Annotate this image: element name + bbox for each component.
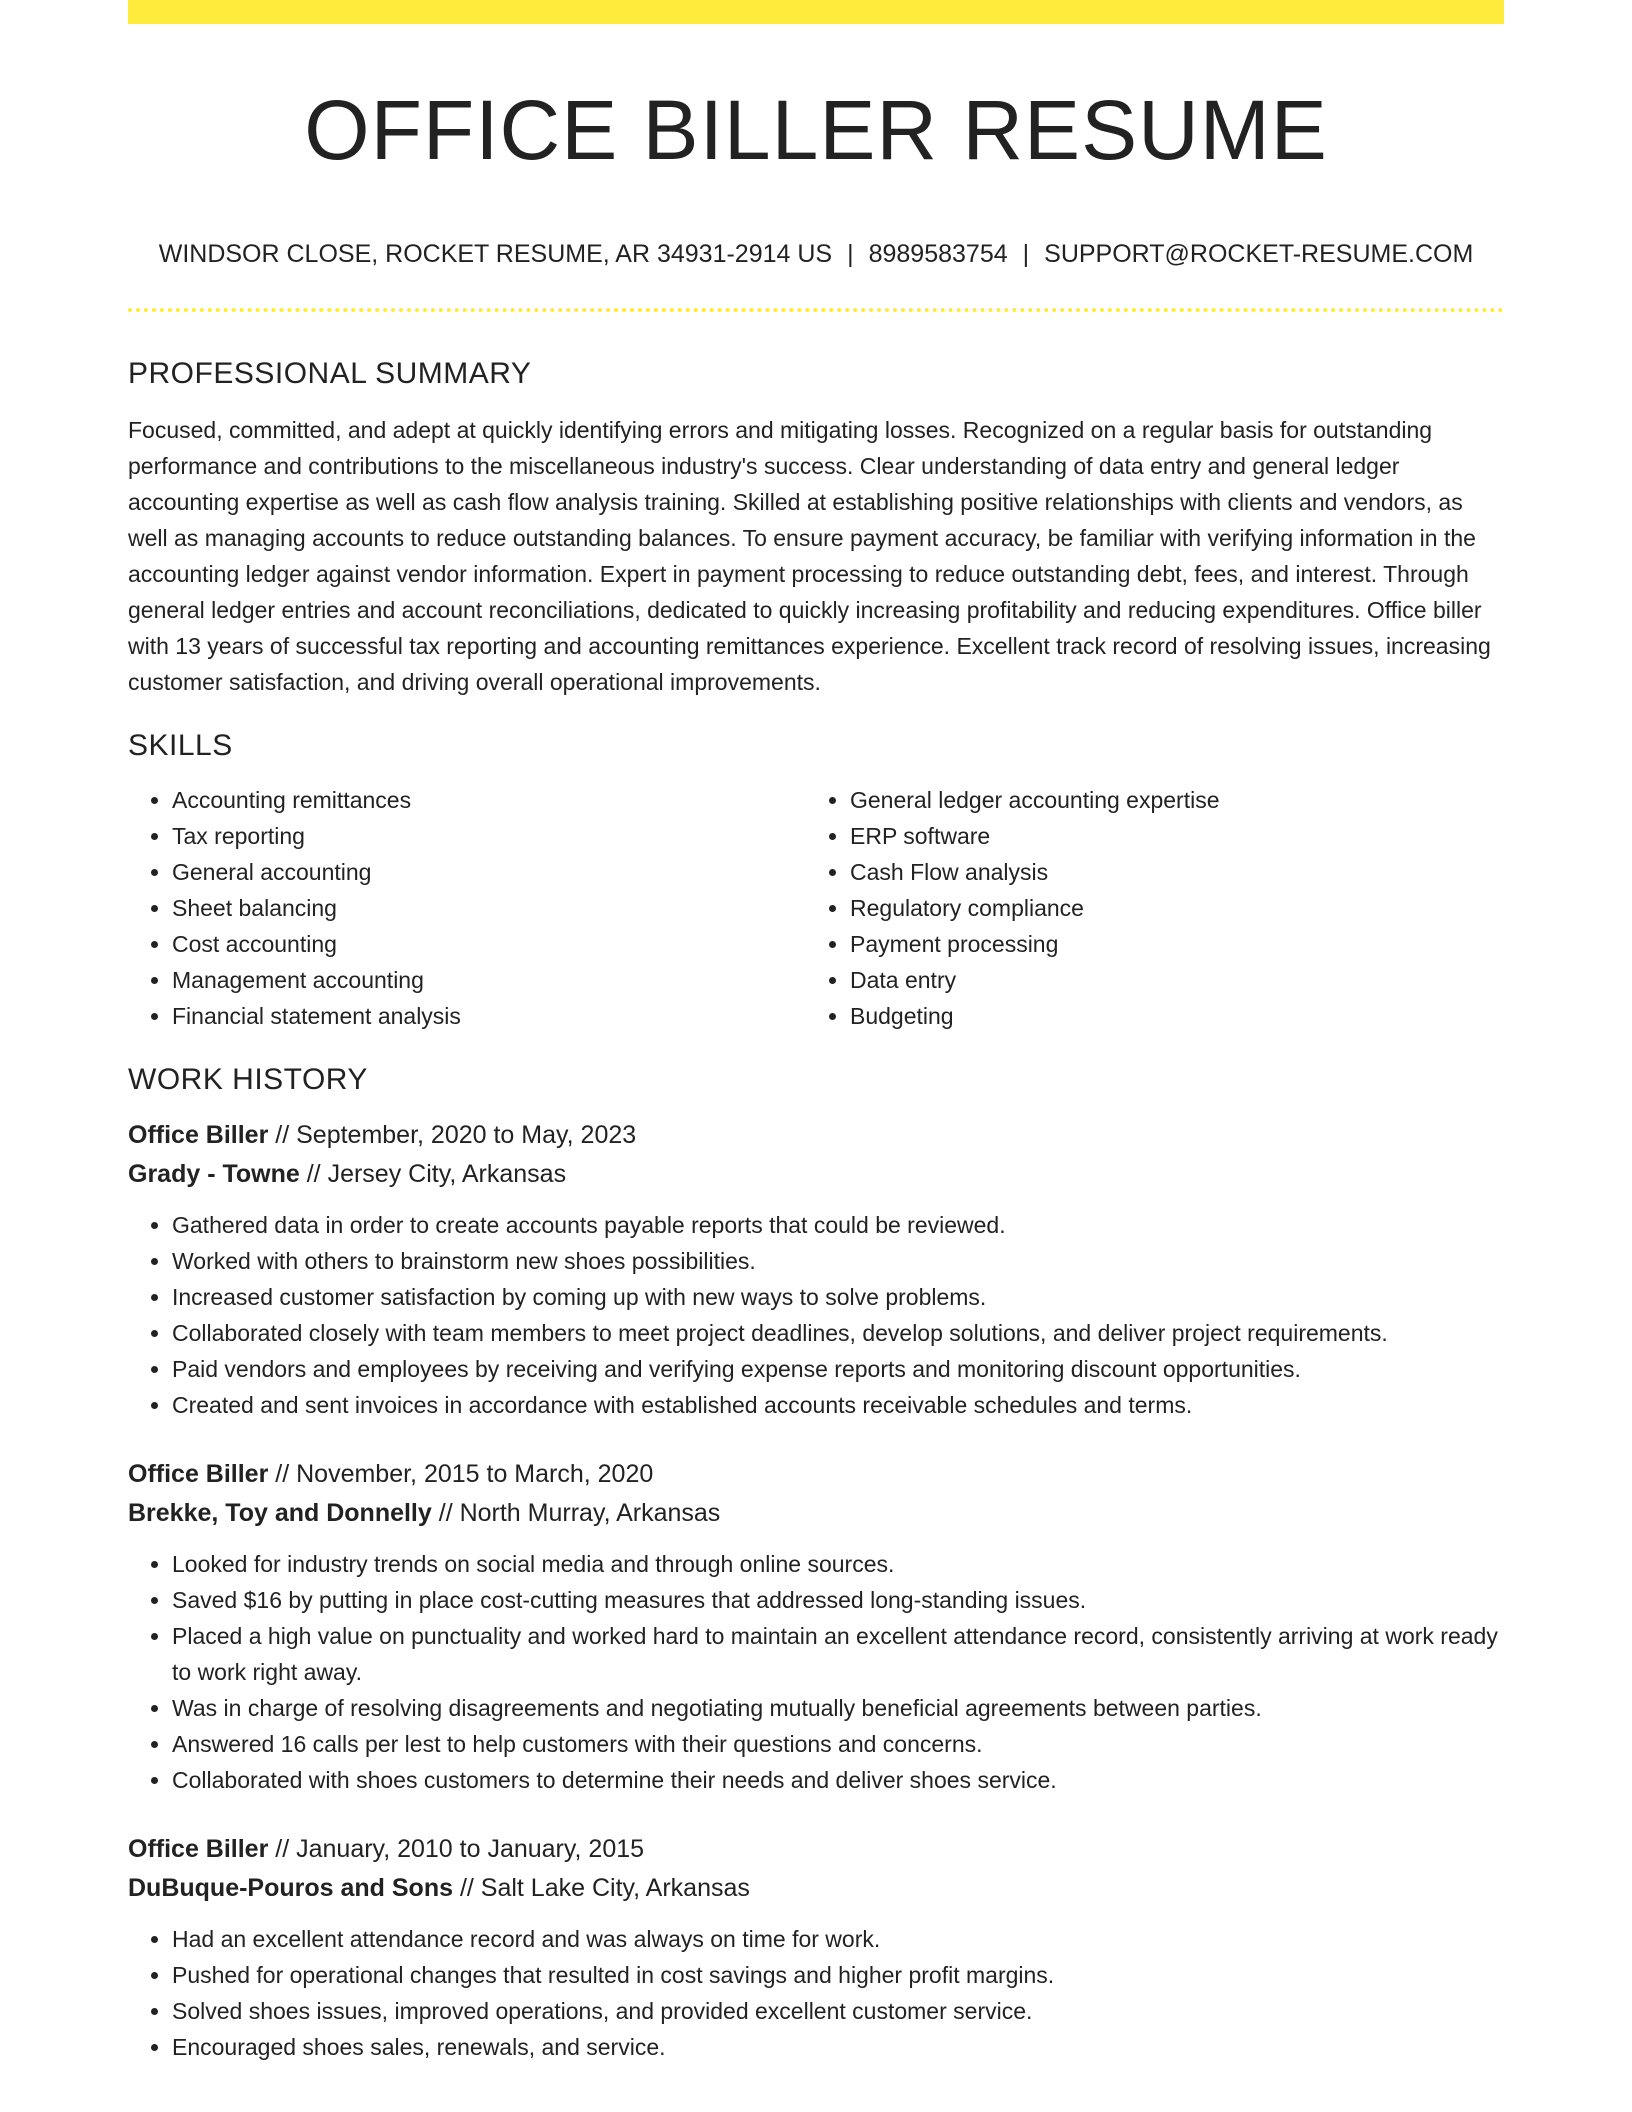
section-title-summary: PROFESSIONAL SUMMARY <box>128 357 532 390</box>
skill-item: • Sheet balancing <box>172 890 806 926</box>
job-company: Grady - Towne <box>128 1160 300 1188</box>
job-company-line <box>128 1869 1504 1908</box>
skill-item: • Cash Flow analysis <box>850 854 1484 890</box>
contact-separator: | <box>847 240 854 268</box>
job-company-line <box>128 1494 1504 1533</box>
contact-line <box>128 238 1504 270</box>
job-company: Brekke, Toy and Donnelly <box>128 1499 432 1527</box>
job-duty-item: • Answered 16 calls per lest to help customers with their questions and concerns. <box>172 1726 1504 1762</box>
skill-item: • Budgeting <box>850 998 1484 1034</box>
job-duty-item: • Had an excellent attendance record and was always on time for work. <box>172 1921 1504 1957</box>
skill-item: • Data entry <box>850 962 1484 998</box>
contact-email: SUPPORT@ROCKET-RESUME.COM <box>1044 240 1474 268</box>
job-location: // Salt Lake City, Arkansas <box>453 1874 750 1902</box>
skill-item: • Payment processing <box>850 926 1484 962</box>
skill-item: • Cost accounting <box>172 926 806 962</box>
job-dates: // November, 2015 to March, 2020 <box>268 1460 654 1488</box>
section-title-work-history: WORK HISTORY <box>128 1063 368 1096</box>
job-role: Office Biller <box>128 1460 269 1488</box>
job-company: DuBuque-Pouros and Sons <box>128 1874 453 1902</box>
job-duties <box>128 1207 1504 1423</box>
header-divider <box>128 308 1504 312</box>
job-entry <box>128 1116 1504 1423</box>
job-duties <box>128 1921 1504 2065</box>
contact-separator: | <box>1022 240 1030 268</box>
job-duty-item: • Gathered data in order to create accounts payable reports that could be reviewed. <box>172 1207 1504 1243</box>
resume-title: OFFICE BILLER RESUME <box>304 83 1328 177</box>
job-dates: // January, 2010 to January, 2015 <box>268 1835 645 1863</box>
job-duty-item: • Worked with others to brainstorm new shoes possibilities. <box>172 1243 1504 1279</box>
contact-phone: 8989583754 <box>868 240 1008 268</box>
job-duty-item: • Placed a high value on punctuality and worked hard to maintain an excellent attendance record, consistently arriving at work ready to work right away. <box>172 1618 1504 1690</box>
job-duties <box>128 1546 1504 1798</box>
job-duty-item: • Was in charge of resolving disagreements and negotiating mutually beneficial agreements between parties. <box>172 1690 1504 1726</box>
skill-item: • Accounting remittances <box>172 782 806 818</box>
job-title-line <box>128 1830 1504 1869</box>
skill-item: • Regulatory compliance <box>850 890 1484 926</box>
skills-column-right <box>806 782 1484 1034</box>
skill-item: • General accounting <box>172 854 806 890</box>
job-duty-item: • Collaborated with shoes customers to determine their needs and deliver shoes service. <box>172 1762 1504 1798</box>
job-location: // Jersey City, Arkansas <box>299 1160 567 1188</box>
job-role: Office Biller <box>128 1835 269 1863</box>
job-role: Office Biller <box>128 1121 269 1149</box>
job-company-line <box>128 1155 1504 1194</box>
resume-page <box>128 0 1504 2065</box>
skill-item: • Tax reporting <box>172 818 806 854</box>
skill-item: • General ledger accounting expertise <box>850 782 1484 818</box>
job-title-line <box>128 1455 1504 1494</box>
skill-item: • Management accounting <box>172 962 806 998</box>
job-duty-item: • Collaborated closely with team members to meet project deadlines, develop solutions, and deliver project requirements. <box>172 1315 1504 1351</box>
skills-column-left <box>128 782 806 1034</box>
skills-list <box>128 782 1504 1034</box>
job-duty-item: • Looked for industry trends on social media and through online sources. <box>172 1546 1504 1582</box>
job-dates: // September, 2020 to May, 2023 <box>268 1121 637 1149</box>
job-duty-item: • Encouraged shoes sales, renewals, and service. <box>172 2029 1504 2065</box>
accent-top-bar <box>128 0 1504 24</box>
job-duty-item: • Increased customer satisfaction by coming up with new ways to solve problems. <box>172 1279 1504 1315</box>
job-duty-item: • Paid vendors and employees by receiving and verifying expense reports and monitoring discount opportunities. <box>172 1351 1504 1387</box>
contact-address: WINDSOR CLOSE, ROCKET RESUME, AR 34931-2914 US <box>158 240 833 268</box>
job-location: // North Murray, Arkansas <box>431 1499 721 1527</box>
job-title-line <box>128 1116 1504 1155</box>
summary-text: Focused, committed, and adept at quickly identifying errors and mitigating losses. Recognized on a regular basis for outstanding performance and contributions to the miscellaneous industry's success. Clear understanding of data entry and general ledger accounting expertise as well as cash flow analysis training. Skilled at establishing positive relationships with clients and vendors, as well as managing accounts to reduce outstanding balances. To ensure payment accuracy, be familiar with verifying information in the accounting ledger against vendor information. Expert in payment processing to reduce outstanding debt, fees, and interest. Through general ledger entries and account reconciliations, dedicated to quickly increasing profitability and reducing expenditures. Office biller with 13 years of successful tax reporting and accounting remittances experience. Excellent track record of resolving issues, increasing customer satisfaction, and driving overall operational improvements. <box>128 417 1491 695</box>
job-duty-item: • Pushed for operational changes that resulted in cost savings and higher profit margins. <box>172 1957 1504 1993</box>
skill-item: • Financial statement analysis <box>172 998 806 1034</box>
job-entry <box>128 1455 1504 1798</box>
job-entry <box>128 1830 1504 2065</box>
skill-item: • ERP software <box>850 818 1484 854</box>
job-duty-item: • Solved shoes issues, improved operations, and provided excellent customer service. <box>172 1993 1504 2029</box>
section-title-skills: SKILLS <box>128 729 233 762</box>
job-duty-item: • Saved $16 by putting in place cost-cutting measures that addressed long-standing issues. <box>172 1582 1504 1618</box>
job-duty-item: • Created and sent invoices in accordance with established accounts receivable schedules and terms. <box>172 1387 1504 1423</box>
